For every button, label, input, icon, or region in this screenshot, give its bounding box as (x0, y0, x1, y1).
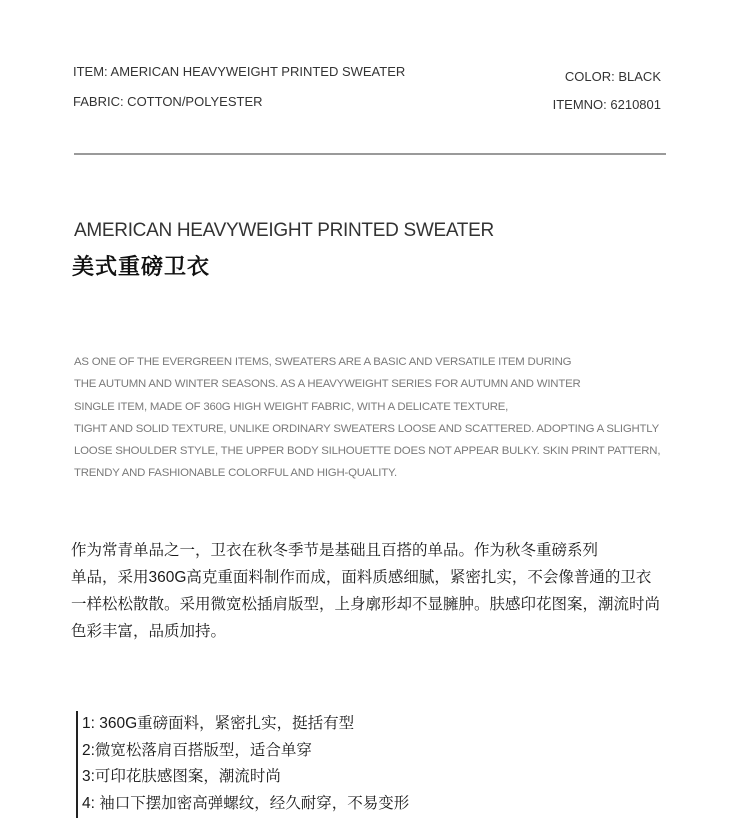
description-chinese-line: 色彩丰富，品质加持。 (71, 623, 227, 640)
item-number-label: ITEMNO: 6210801 (552, 97, 661, 112)
description-english-line: TRENDY AND FASHIONABLE COLORFUL AND HIGH-QUALITY. (74, 467, 397, 480)
feature-item: 4: 袖口下摆加密高弹螺纹，经久耐穿，不易变形 (82, 795, 410, 813)
product-title-chinese: 美式重磅卫衣 (72, 254, 211, 279)
description-chinese-line: 一样松松散散。采用微宽松插肩版型，上身廓形却不显臃肿。肤感印花图案，潮流时尚 (71, 596, 661, 613)
item-name-label: ITEM: AMERICAN HEAVYWEIGHT PRINTED SWEATER (73, 64, 406, 79)
feature-item: 1: 360G重磅面料，紧密扎实，挺括有型 (82, 715, 355, 732)
description-chinese (71, 537, 681, 645)
feature-list (76, 711, 409, 818)
description-english-line: TIGHT AND SOLID TEXTURE, UNLIKE ORDINARY SWEATERS LOOSE AND SCATTERED. ADOPTING A SLIGHTLY (74, 422, 659, 435)
header-divider (74, 153, 666, 155)
description-chinese-line: 作为常青单品之一，卫衣在秋冬季节是基础且百搭的单品。作为秋冬重磅系列 (71, 542, 599, 559)
feature-item: 3:可印花肤感图案，潮流时尚 (82, 768, 281, 786)
product-title-english: AMERICAN HEAVYWEIGHT PRINTED SWEATER (74, 220, 494, 241)
description-english-line: THE AUTUMN AND WINTER SEASONS. AS A HEAVYWEIGHT SERIES FOR AUTUMN AND WINTER (74, 378, 581, 391)
description-english-line: SINGLE ITEM, MADE OF 360G HIGH WEIGHT FABRIC, WITH A DELICATE TEXTURE, (74, 400, 509, 413)
color-label: COLOR: BLACK (564, 69, 661, 84)
description-chinese-line: 单品，采用360G高克重面料制作而成，面料质感细腻，紧密扎实，不会像普通的卫衣 (71, 569, 652, 586)
feature-item: 2:微宽松落肩百搭版型，适合单穿 (82, 741, 312, 759)
description-english (74, 351, 674, 485)
fabric-label: FABRIC: COTTON/POLYESTER (73, 94, 263, 109)
description-english-line: AS ONE OF THE EVERGREEN ITEMS, SWEATERS ARE A BASIC AND VERSATILE ITEM DURING (74, 356, 572, 368)
description-english-line: LOOSE SHOULDER STYLE, THE UPPER BODY SILHOUETTE DOES NOT APPEAR BULKY. SKIN PRINT PATTERN, (74, 445, 661, 458)
